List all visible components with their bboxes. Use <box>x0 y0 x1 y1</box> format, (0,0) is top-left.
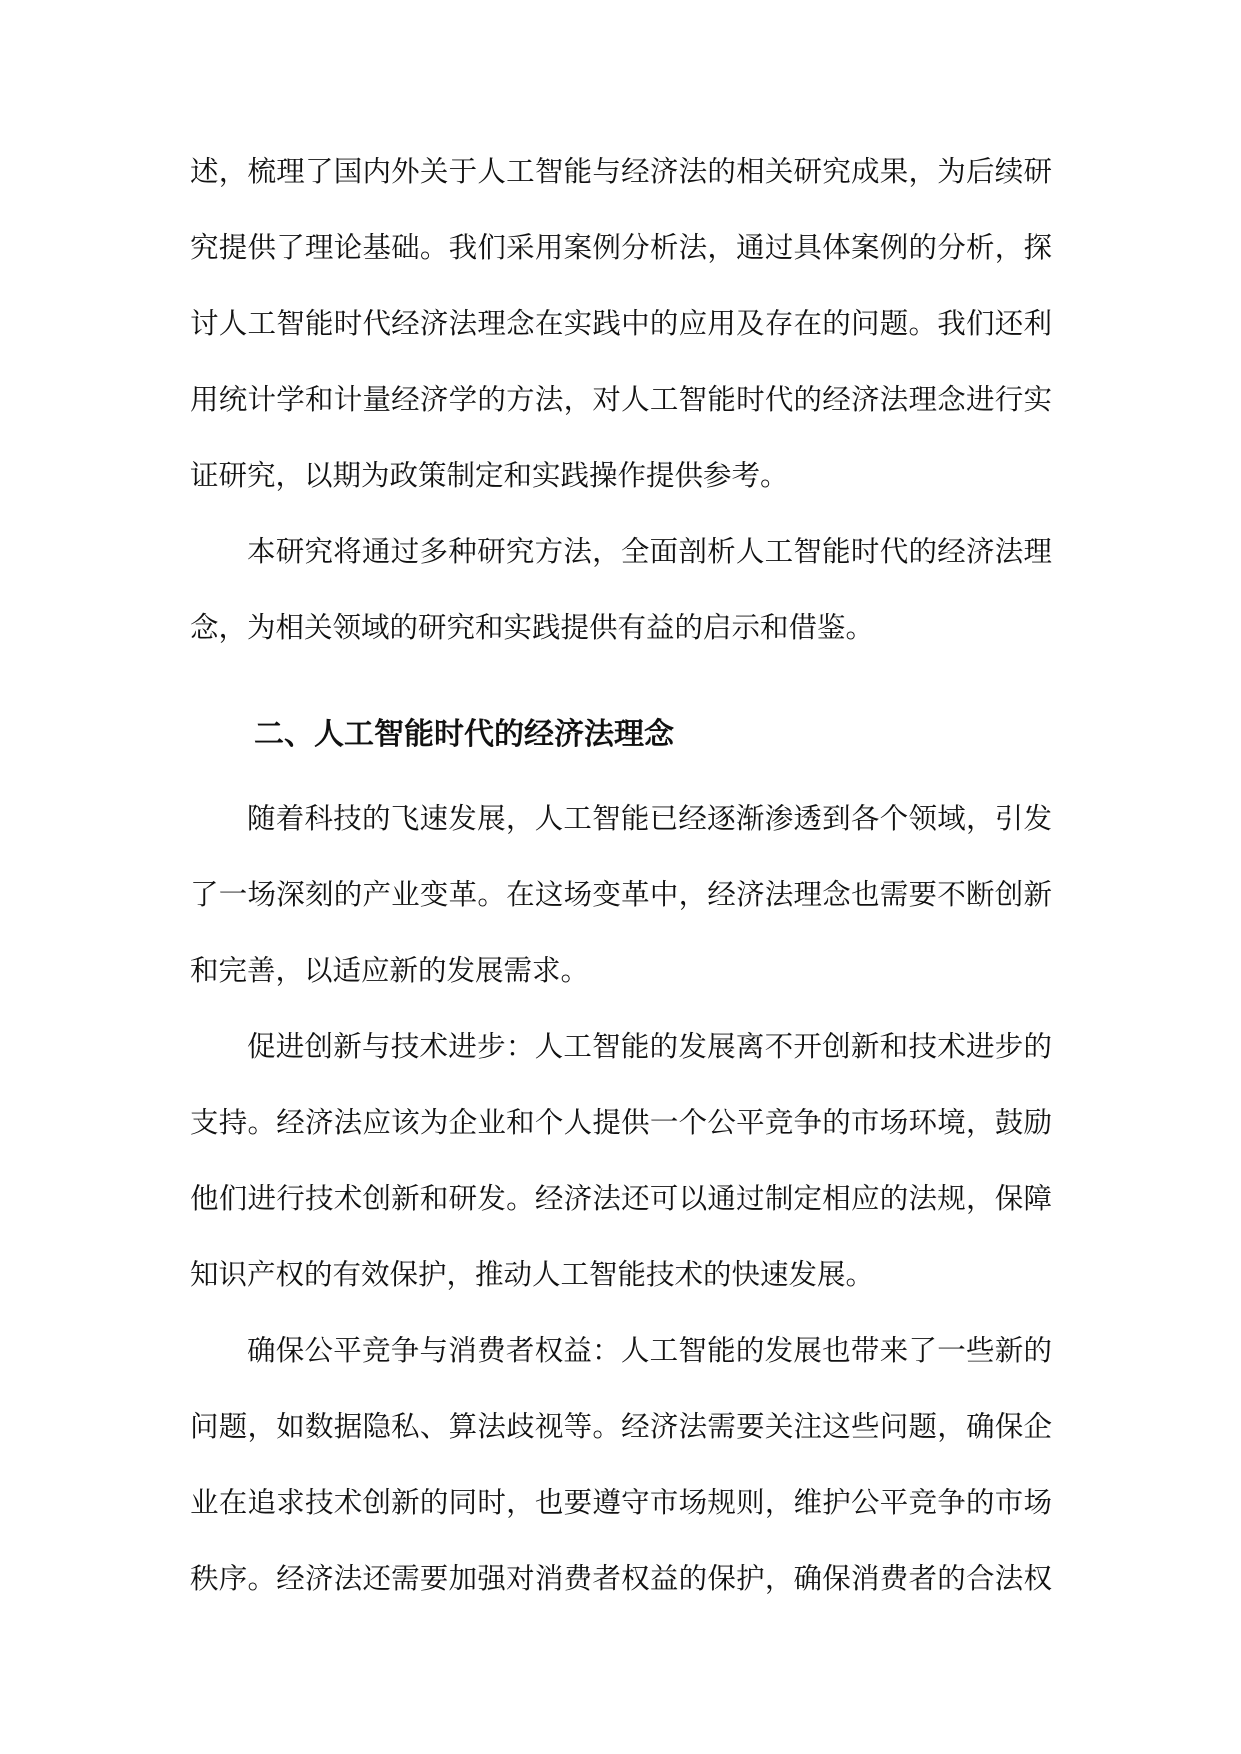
paragraph-2-line-2: 念，为相关领域的研究和实践提供有益的启示和借鉴。 <box>190 611 875 644</box>
paragraph-1-line-4: 用统计学和计量经济学的方法，对人工智能时代的经济法理念进行实 <box>190 383 1052 416</box>
paragraph-4-line-4: 知识产权的有效保护，推动人工智能技术的快速发展。 <box>190 1258 875 1291</box>
paragraph-3-line-3: 和完善，以适应新的发展需求。 <box>190 954 590 987</box>
paragraph-4-line-1: 促进创新与技术进步：人工智能的发展离不开创新和技术进步的 <box>247 1030 1052 1063</box>
paragraph-1-line-5: 证研究，以期为政策制定和实践操作提供参考。 <box>190 459 789 492</box>
paragraph-5-line-1: 确保公平竞争与消费者权益：人工智能的发展也带来了一些新的 <box>247 1334 1052 1367</box>
paragraph-1-line-1: 述，梳理了国内外关于人工智能与经济法的相关研究成果，为后续研 <box>190 155 1052 188</box>
paragraph-4-line-3: 他们进行技术创新和研发。经济法还可以通过制定相应的法规，保障 <box>190 1182 1052 1215</box>
section-heading: 二、人工智能时代的经济法理念 <box>254 717 674 752</box>
paragraph-3-line-1: 随着科技的飞速发展，人工智能已经逐渐渗透到各个领域，引发 <box>247 802 1052 835</box>
paragraph-5-line-2: 问题，如数据隐私、算法歧视等。经济法需要关注这些问题，确保企 <box>190 1410 1052 1443</box>
paragraph-4-line-2: 支持。经济法应该为企业和个人提供一个公平竞争的市场环境，鼓励 <box>190 1106 1052 1139</box>
paragraph-1-line-2: 究提供了理论基础。我们采用案例分析法，通过具体案例的分析，探 <box>190 231 1052 264</box>
paragraph-3-line-2: 了一场深刻的产业变革。在这场变革中，经济法理念也需要不断创新 <box>190 878 1052 911</box>
paragraph-1-line-3: 讨人工智能时代经济法理念在实践中的应用及存在的问题。我们还利 <box>190 307 1052 340</box>
paragraph-5-line-4: 秩序。经济法还需要加强对消费者权益的保护，确保消费者的合法权 <box>190 1562 1052 1595</box>
paragraph-2-line-1: 本研究将通过多种研究方法，全面剖析人工智能时代的经济法理 <box>247 535 1052 568</box>
paragraph-5-line-3: 业在追求技术创新的同时，也要遵守市场规则，维护公平竞争的市场 <box>190 1486 1052 1519</box>
